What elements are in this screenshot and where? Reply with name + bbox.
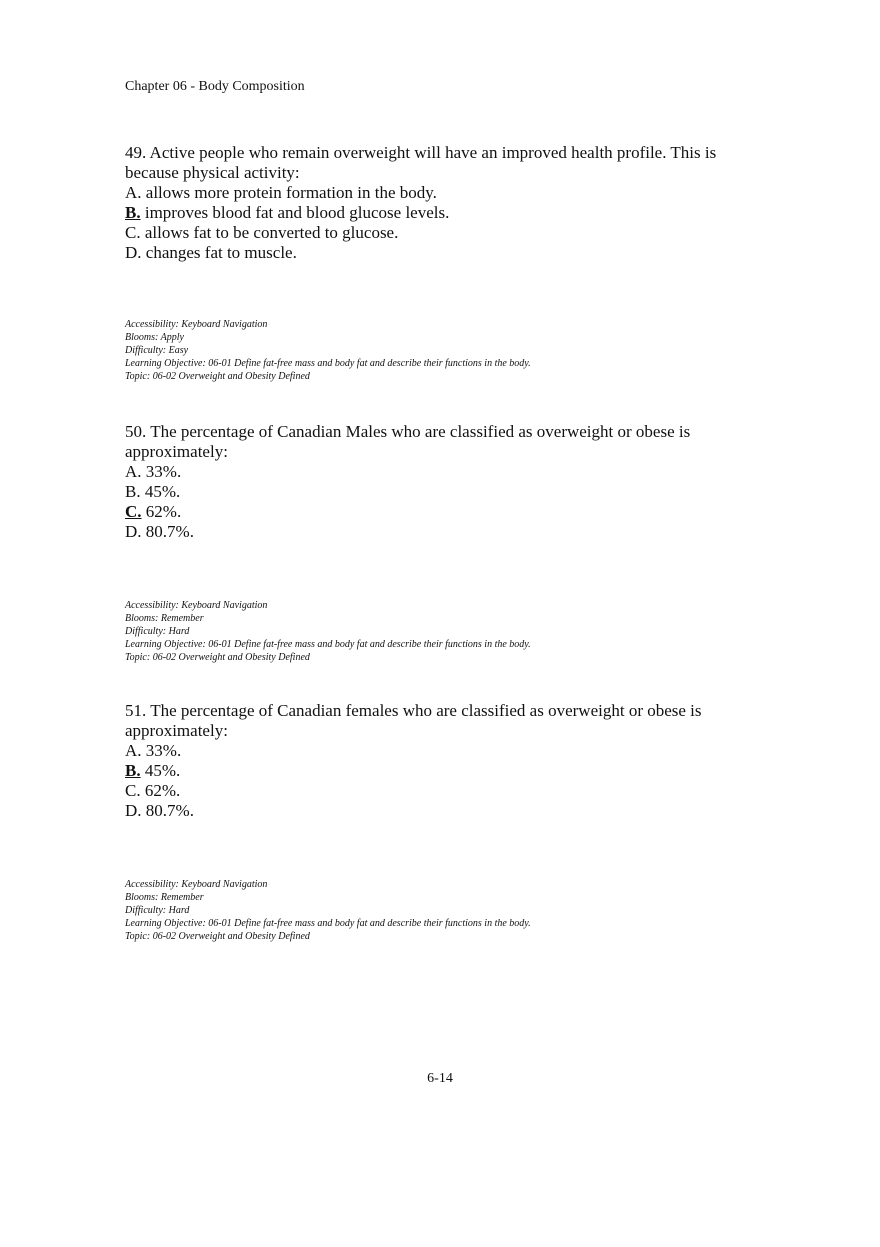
meta-topic: Topic: 06-02 Overweight and Obesity Defined: [125, 931, 310, 942]
meta-learning-objective: Learning Objective: 06-01 Define fat-free mass and body fat and describe their functions in the body.: [125, 639, 531, 650]
question-50: [125, 422, 765, 542]
option-letter: D.: [125, 522, 142, 541]
option-text: 45%.: [140, 482, 181, 501]
option-letter: C.: [125, 781, 141, 800]
option-d: [125, 243, 765, 263]
meta-accessibility: Accessibility: Keyboard Navigation: [125, 319, 268, 330]
option-text: improves blood fat and blood glucose levels.: [140, 203, 450, 222]
option-c: [125, 781, 765, 801]
option-text: 80.7%.: [141, 522, 194, 541]
option-letter: C.: [125, 223, 141, 242]
option-text: 62%.: [141, 502, 182, 521]
option-c-correct: [125, 502, 765, 522]
question-stem: 51. The percentage of Canadian females who are classified as overweight or obese is approximately:: [125, 701, 702, 740]
option-a: [125, 183, 765, 203]
option-letter: A.: [125, 741, 142, 760]
page-number: 6-14: [427, 1071, 453, 1086]
option-a: [125, 462, 765, 482]
meta-topic: Topic: 06-02 Overweight and Obesity Defined: [125, 652, 310, 663]
option-text: 80.7%.: [141, 801, 194, 820]
meta-difficulty: Difficulty: Easy: [125, 345, 189, 356]
question-51-metadata: [125, 878, 765, 943]
option-d: [125, 522, 765, 542]
meta-accessibility: Accessibility: Keyboard Navigation: [125, 600, 268, 611]
option-b-correct: [125, 761, 765, 781]
question-stem: 50. The percentage of Canadian Males who are classified as overweight or obese is approximately:: [125, 422, 691, 461]
option-letter: B.: [125, 203, 141, 222]
option-text: allows more protein formation in the body.: [141, 183, 437, 202]
meta-learning-objective: Learning Objective: 06-01 Define fat-free mass and body fat and describe their functions in the body.: [125, 358, 531, 369]
question-51: [125, 701, 765, 821]
option-a: [125, 741, 765, 761]
meta-difficulty: Difficulty: Hard: [125, 626, 190, 637]
option-text: 33%.: [141, 741, 182, 760]
question-49: [125, 143, 765, 263]
option-b: [125, 482, 765, 502]
option-text: 45%.: [140, 761, 181, 780]
option-text: allows fat to be converted to glucose.: [140, 223, 399, 242]
question-50-metadata: [125, 599, 765, 664]
option-letter: B.: [125, 761, 141, 780]
meta-blooms: Blooms: Apply: [125, 332, 184, 343]
option-letter: A.: [125, 462, 142, 481]
option-letter: B.: [125, 482, 141, 501]
option-text: 33%.: [141, 462, 182, 481]
option-c: [125, 223, 765, 243]
option-b-correct: [125, 203, 765, 223]
meta-blooms: Blooms: Remember: [125, 892, 204, 903]
option-d: [125, 801, 765, 821]
option-letter: A.: [125, 183, 142, 202]
option-text: changes fat to muscle.: [141, 243, 297, 262]
meta-blooms: Blooms: Remember: [125, 613, 204, 624]
meta-accessibility: Accessibility: Keyboard Navigation: [125, 879, 268, 890]
question-49-metadata: [125, 318, 765, 383]
question-stem: 49. Active people who remain overweight will have an improved health profile. This is because physical activity:: [125, 143, 717, 182]
option-letter: D.: [125, 243, 142, 262]
option-letter: C.: [125, 502, 142, 521]
meta-topic: Topic: 06-02 Overweight and Obesity Defined: [125, 371, 310, 382]
meta-difficulty: Difficulty: Hard: [125, 905, 190, 916]
option-text: 62%.: [140, 781, 181, 800]
page-header: Chapter 06 - Body Composition: [125, 79, 305, 94]
meta-learning-objective: Learning Objective: 06-01 Define fat-free mass and body fat and describe their functions in the body.: [125, 918, 531, 929]
option-letter: D.: [125, 801, 142, 820]
